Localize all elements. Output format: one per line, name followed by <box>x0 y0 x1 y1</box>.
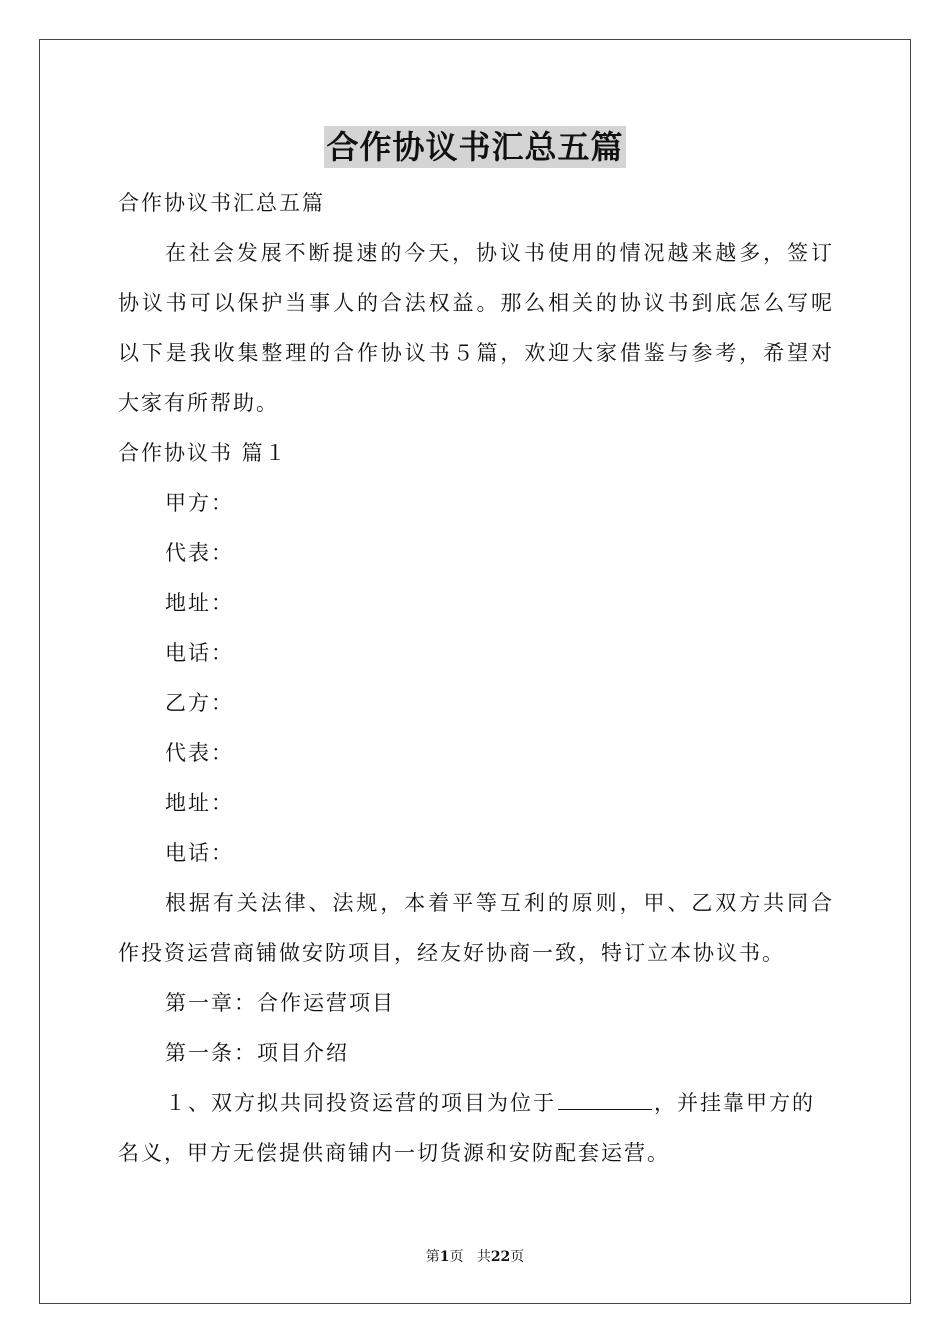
paragraph-line-with-blank <box>118 1078 834 1128</box>
footer-total-number: 22 <box>490 1249 511 1265</box>
footer-total-suffix: 页 <box>510 1249 525 1265</box>
footer-page-label: 第 <box>425 1249 440 1265</box>
party-b-address-label: 地址： <box>165 791 234 815</box>
clause-text-start: １、双方拟共同投资运营的项目为位于 <box>165 1091 556 1115</box>
paragraph-line: 在社会发展不断提速的今天，协议书使用的情况越来越多，签订 <box>165 241 834 265</box>
chapter-heading: 第一章：合作运营项目 <box>165 991 395 1015</box>
party-a-address-label: 地址： <box>165 591 234 615</box>
footer-total-label: 共 <box>476 1249 491 1265</box>
subtitle-line: 合作协议书汇总五篇 <box>118 191 325 215</box>
party-b-rep-label: 代表： <box>165 741 234 765</box>
party-a-label: 甲方： <box>165 491 234 515</box>
title-wrap <box>0 126 950 168</box>
footer-page-number: 1 <box>439 1249 450 1265</box>
paragraph-line: 根据有关法律、法规，本着平等互利的原则，甲、乙双方共同合 <box>165 891 834 915</box>
article-heading: 第一条：项目介绍 <box>165 1041 349 1065</box>
document-body <box>118 178 834 1178</box>
fill-in-blank <box>558 1089 652 1110</box>
document-title: 合作协议书汇总五篇 <box>326 128 624 166</box>
party-b-label: 乙方： <box>165 691 234 715</box>
paragraph-line: 名义，甲方无偿提供商铺内一切货源和安防配套运营。 <box>118 1141 670 1165</box>
clause-text-end: ，并挂靠甲方的 <box>654 1091 815 1115</box>
page-footer <box>0 1247 950 1267</box>
paragraph-line: 以下是我收集整理的合作协议书５篇，欢迎大家借鉴与参考，希望对 <box>118 341 834 365</box>
paragraph-line: 大家有所帮助。 <box>118 391 279 415</box>
party-b-phone-label: 电话： <box>165 841 234 865</box>
section-heading: 合作协议书 篇１ <box>118 441 288 465</box>
paragraph-line: 协议书可以保护当事人的合法权益。那么相关的协议书到底怎么写呢 <box>118 291 834 315</box>
paragraph-line: 作投资运营商铺做安防项目，经友好协商一致，特订立本协议书。 <box>118 941 785 965</box>
party-a-phone-label: 电话： <box>165 641 234 665</box>
party-a-rep-label: 代表： <box>165 541 234 565</box>
footer-page-suffix: 页 <box>449 1249 464 1265</box>
